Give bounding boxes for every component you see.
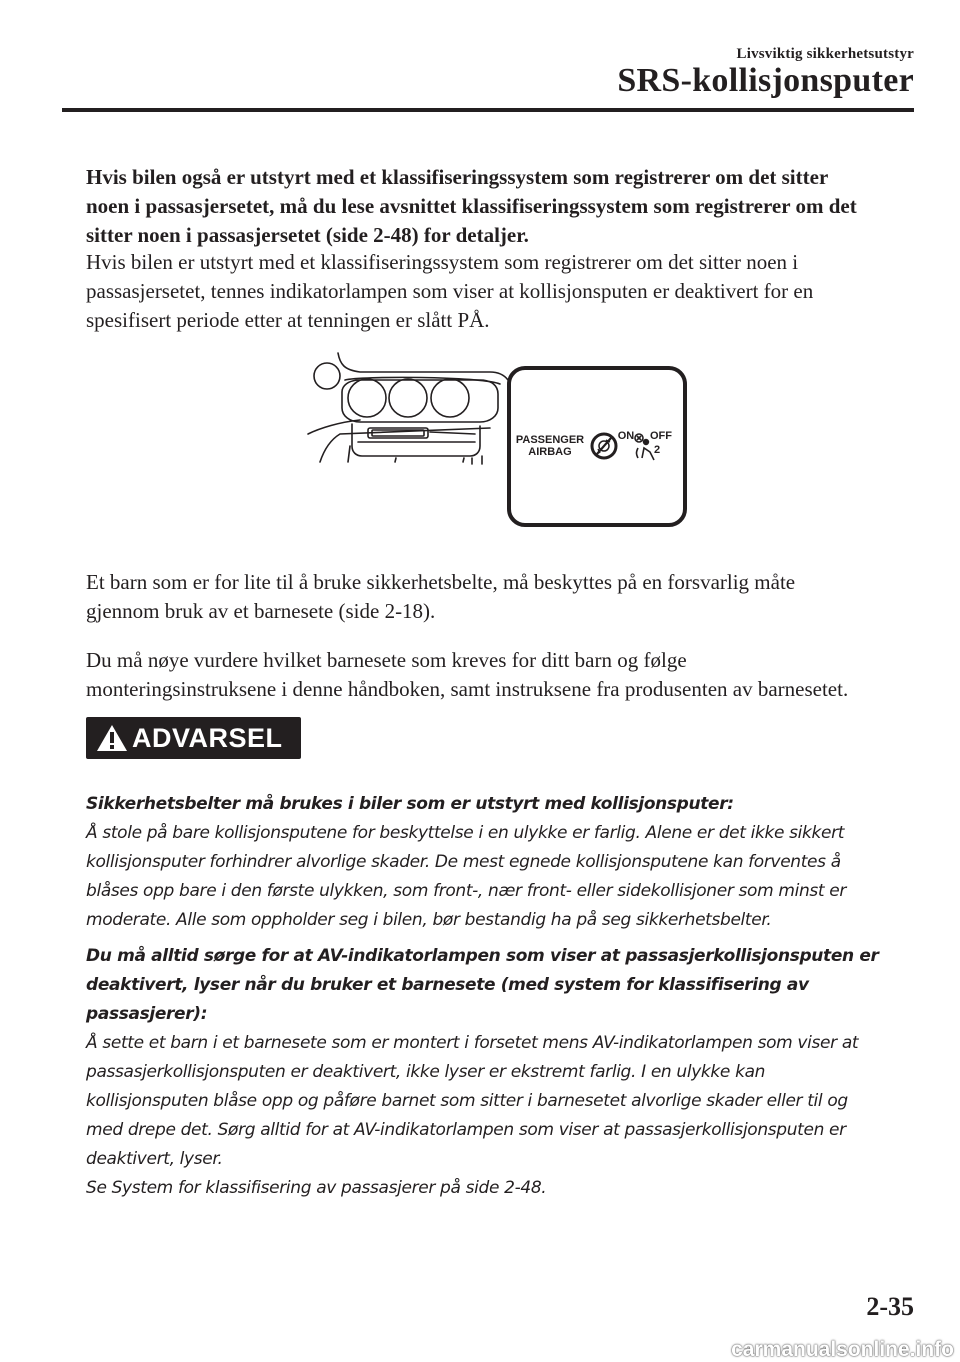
intro-paragraph <box>86 248 916 335</box>
page-title: SRS-kollisjonsputer <box>617 62 914 99</box>
on-label: ON <box>617 430 635 442</box>
warning-heading: Sikkerhetsbelter må brukes i biler som er utstyrt med kollisjonsputer: <box>86 794 734 814</box>
warning-triangle-icon <box>96 723 128 753</box>
warning-line: kollisjonsputen blåse opp og påføre barnet som sitter i barnesetet alvorlige skader eller til og <box>86 1091 848 1111</box>
paragraph-line: gjennom bruk av et barnesete (side 2-18). <box>86 599 436 623</box>
header-divider <box>62 108 914 112</box>
intro-bold-line: Hvis bilen også er utstyrt med et klassifiseringssystem som registrerer om det sitter <box>86 165 829 189</box>
warning-line: blåses opp bare i den første ulykken, som front-, nær front- eller sidekollisjoner som minst er <box>86 881 846 901</box>
callout-number: 2 <box>653 444 661 456</box>
child-seat-paragraph <box>86 568 916 626</box>
intro-line: spesifisert periode etter at tenningen er slått PÅ. <box>86 308 490 332</box>
warning-line: Se System for klassifisering av passasjerer på side 2-48. <box>86 1178 547 1198</box>
airbag-deactivated-icon <box>592 434 616 458</box>
warning-line: passasjerkollisjonsputen er deaktivert, ikke lyser er ekstremt farlig. I en ulykke kan <box>86 1062 766 1082</box>
page-number: 2-35 <box>866 1292 914 1321</box>
intro-bold-paragraph <box>86 163 916 250</box>
warning-seatbelt-section <box>86 790 916 935</box>
intro-bold-line: noen i passasjersetet, må du lese avsnittet klassifiseringssystem som registrerer om det <box>86 194 857 218</box>
intro-bold-line: sitter noen i passasjersetet (side 2-48) for detaljer. <box>86 223 529 247</box>
warning-line: deaktivert, lyser. <box>86 1149 223 1169</box>
warning-line: kollisjonsputer forhindrer alvorlige skader. De mest egnede kollisjonsputene kan forventes å <box>86 852 841 872</box>
paragraph-line: Et barn som er for lite til å bruke sikkerhetsbelte, må beskyttes på en forsvarlig måte <box>86 570 796 594</box>
warning-label: ADVARSEL <box>132 722 283 753</box>
paragraph-line: Du må nøye vurdere hvilket barnesete som kreves for ditt barn og følge <box>86 648 687 672</box>
off-label: OFF <box>650 430 672 442</box>
intro-line: passasjersetet, tennes indikatorlampen som viser at kollisjonsputen er deaktivert for en <box>86 279 814 303</box>
passenger-label: PASSENGER <box>515 434 585 446</box>
warning-indicator-section <box>86 942 916 1203</box>
paragraph-line: monteringsinstruksene i denne håndboken, samt instruksene fra produsenten av barnesetet. <box>86 677 849 701</box>
indicator-lamp-illustration <box>300 350 695 530</box>
airbag-label: AIRBAG <box>528 446 572 458</box>
warning-badge <box>86 717 301 759</box>
warning-heading: Du må alltid sørge for at AV-indikatorlampen som viser at passasjerkollisjonsputen er <box>86 946 879 966</box>
intro-line: Hvis bilen er utstyrt med et klassifiseringssystem som registrerer om det sitter noen i <box>86 250 799 274</box>
warning-line: Å sette et barn i et barnesete som er montert i forsetet mens AV-indikatorlampen som viser at <box>86 1033 859 1053</box>
warning-heading: deaktivert, lyser når du bruker et barnesete (med system for klassifisering av passasjerer): <box>86 975 809 1024</box>
installation-paragraph <box>86 646 916 704</box>
watermark: carmanualsonline.info <box>731 1338 954 1361</box>
warning-line: moderate. Alle som oppholder seg i bilen, bør bestandig ha på seg sikkerhetsbelter. <box>86 910 772 930</box>
warning-line: Å stole på bare kollisjonsputene for beskyttelse i en ulykke er farlig. Alene er det ikke sikkert <box>86 823 845 843</box>
section-name: Livsviktig sikkerhetsutstyr <box>736 46 914 62</box>
warning-line: med drepe det. Sørg alltid for at AV-indikatorlampen som viser at passasjerkollisjonsputen er <box>86 1120 846 1140</box>
